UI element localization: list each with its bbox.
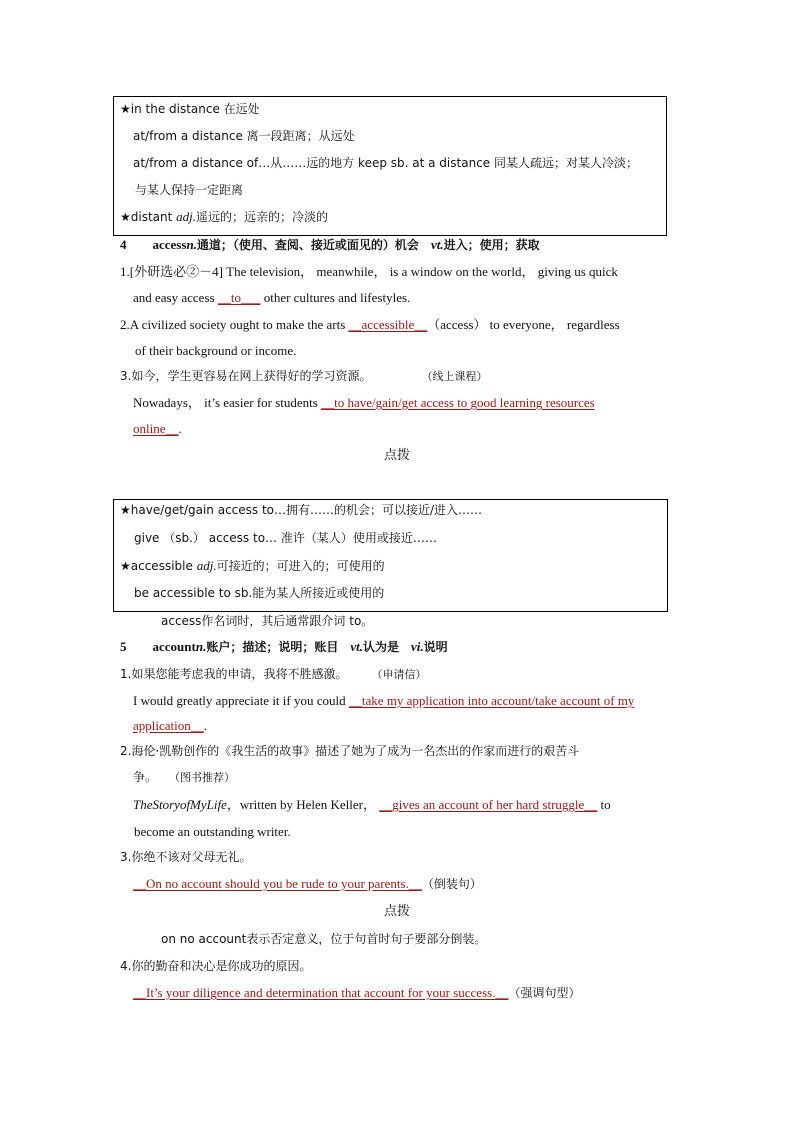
- section-4-heading: 4 accessn.通道；（使用、查阅、接近或面见的）机会 vt.进入；使用；获取: [120, 237, 540, 252]
- s4-q2-line1: 2.A civilized society ought to make the arts __accessible__（access） to everyone， regardless: [120, 317, 620, 332]
- s4-q1-line1: 1.[外研选必②－4] The television， meanwhile， is a window on the world， giving us quick: [120, 264, 618, 279]
- box2-line1: ★have/get/gain access to…拥有……的机会；可以接近/进入……: [120, 503, 483, 517]
- box2-line3: ★accessible adj.可接近的；可进入的；可使用的: [120, 558, 385, 573]
- account-note: on no account表示否定意义，位于句首时句子要部分倒装。: [161, 932, 487, 946]
- s5-q2-line3: TheStoryofMyLife，written by Helen Keller， __gives an account of her hard struggle__ to: [133, 797, 611, 812]
- box1-line3: at/from a distance of…从……远的地方 keep sb. at a distance 同某人疏远；对某人冷淡；: [133, 156, 638, 170]
- s4-q3-line2: Nowadays， it’s easier for students __to have/gain/get access to good learning resources: [133, 395, 595, 410]
- box1-line4: 与某人保持一定距离: [135, 183, 244, 197]
- box1-line1: ★in the distance 在远处: [120, 102, 260, 116]
- s5-tip-heading: 点拨: [383, 904, 410, 919]
- s5-q3-line2: __On no account should you be rude to your parents.__（倒装句）: [133, 876, 482, 891]
- s5-q2-line4: become an outstanding writer.: [134, 824, 291, 839]
- box2-line4: be accessible to sb.能为某人所接近或使用的: [134, 586, 385, 600]
- s4-q3-line1: 3.如今，学生更容易在网上获得好的学习资源。 （线上课程）: [120, 369, 488, 383]
- s5-q4-line2: __It’s your diligence and determination that account for your success.__（强调句型）: [133, 985, 581, 1000]
- s5-q1-line3: application__.: [133, 718, 208, 733]
- s5-q1-line1: 1.如果您能考虑我的申请，我将不胜感激。 （申请信）: [120, 667, 427, 681]
- s5-q2-line1: 2.海伦·凯勒创作的《我生活的故事》描述了她为了成为一名杰出的作家而进行的艰苦斗: [120, 744, 580, 758]
- s4-tip-heading: 点拨: [383, 448, 410, 463]
- box2-line2: give （sb.） access to… 准许（某人）使用或接近……: [134, 531, 437, 545]
- section-5-heading: 5 accountn.账户；描述；说明；账目 vt.认为是 vi.说明: [120, 639, 448, 654]
- box1-line5: ★distant adj.遥远的；远亲的；冷淡的: [120, 209, 329, 224]
- s5-q1-line2: I would greatly appreciate it if you could __take my application into account/take account of my: [133, 693, 635, 708]
- s4-q1-line2: and easy access __to___ other cultures and lifestyles.: [133, 290, 411, 305]
- access-note: access作名词时，其后通常跟介词 to。: [161, 614, 374, 628]
- s5-q3-line1: 3.你绝不该对父母无礼。: [120, 850, 252, 864]
- s5-q4-line1: 4.你的勤奋和决心是你成功的原因。: [120, 959, 312, 973]
- box1-line2: at/from a distance 离一段距离；从远处: [133, 129, 355, 143]
- s5-q2-line2: 争。 （图书推荐）: [133, 770, 236, 784]
- s4-q2-line2: of their background or income.: [135, 343, 297, 358]
- s4-q3-line3: online__.: [133, 421, 182, 436]
